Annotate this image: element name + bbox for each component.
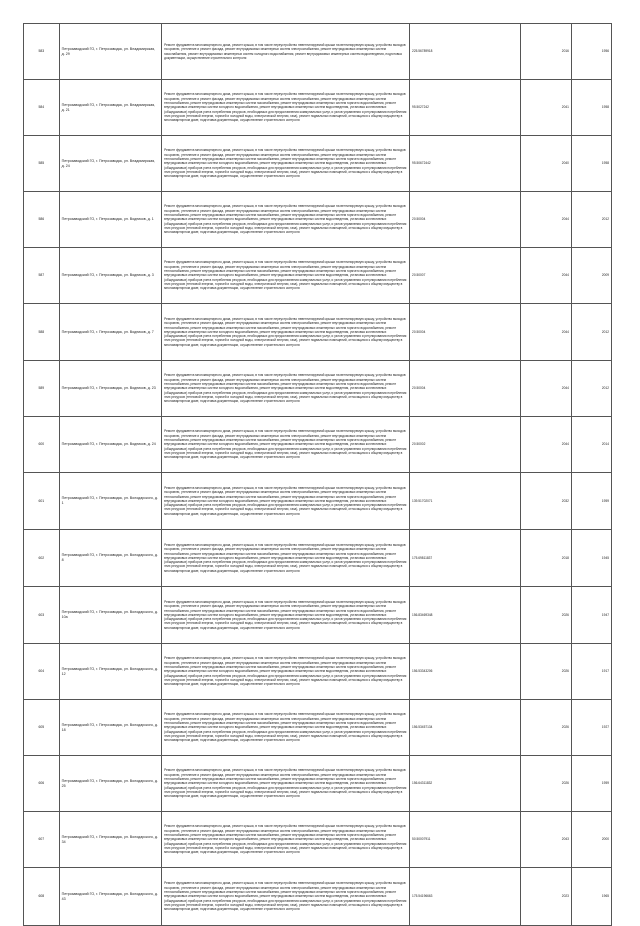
cost-cell: 20.50004	[410, 192, 521, 248]
works-description-cell: Ремонт фундамента многоквартирного дома, ремонт крыши, в том числе переустройство невентилируемой крыши на вентилируемую крышу, устройство выходов на кровлю, утепление и ремонт фасада, ремонт внутридомовых инженерных систем электроснабжения, ремонт внутридомовых инженерных систем теплоснабжения, ремонт внутридомовых инженерных систем газоснабжения, ремонт внутридомовых инженерных систем горячего водоснабжения, ремонт внутридомовых инженерных систем холодного водоснабжения, ремонт внутридомовых инженерных систем водоотведения, установка коллективных (общедомовых) приборов учета потребления ресурсов, необходимых для предоставления коммунальных услуг, и узлов управления и регулирования потребления этих ресурсов (тепловой энергии, горячей и холодной воды, электрической энергии, газа), ремонт подвальных помещений, относящихся к общему имуществу в многоквартирном доме, подготовка документации, осуществление строительного контроля	[162, 868, 410, 926]
address-cell: Петрозаводский ГО, г. Петрозаводск, ул. Володарского, д. 1	[59, 473, 161, 530]
cost-cell: 175.69811837	[410, 530, 521, 587]
works-description-cell: Ремонт фундамента многоквартирного дома, ремонт крыши, в том числе переустройство невентилируемой крыши на вентилируемую крышу, устройство выходов на кровлю, утепление и ремонт фасада, ремонт внутридомовых инженерных систем электроснабжения, ремонт внутридомовых инженерных систем теплоснабжения, ремонт внутридомовых инженерных систем газоснабжения, ремонт внутридомовых инженерных систем горячего водоснабжения, ремонт внутридомовых инженерных систем холодного водоснабжения, ремонт внутридомовых инженерных систем водоотведения, установка коллективных (общедомовых) приборов учета потребления ресурсов, необходимых для предоставления коммунальных услуг, и узлов управления и регулирования потребления этих ресурсов (тепловой энергии, горячей и холодной воды, электрической энергии, газа), ремонт подвальных помещений, относящихся к общему имуществу в многоквартирном доме, подготовка документации, осуществление строительного контроля	[162, 473, 410, 530]
works-description-cell: Ремонт фундамента многоквартирного дома, ремонт крыши, в том числе переустройство невентилируемой крыши на вентилируемую крышу, устройство выходов на кровлю, утепление и ремонт фасада, ремонт внутридомовых инженерных систем электроснабжения, ремонт внутридомовых инженерных систем теплоснабжения, ремонт внутридомовых инженерных систем газоснабжения, ремонт внутридомовых инженерных систем горячего водоснабжения, ремонт внутридомовых инженерных систем холодного водоснабжения, ремонт внутридомовых инженерных систем водоотведения, установка коллективных (общедомовых) приборов учета потребления ресурсов, необходимых для предоставления коммунальных услуг, и узлов управления и регулирования потребления этих ресурсов (тепловой энергии, горячей и холодной воды, электрической энергии, газа), ремонт подвальных помещений, относящихся к общему имуществу в многоквартирном доме, подготовка документации, осуществление строительного контроля	[162, 136, 410, 192]
address-cell: Петрозаводский ГО, г. Петрозаводск, ул. Володарского, д. 34	[59, 812, 161, 868]
address-cell: Петрозаводский ГО, г. Петрозаводск, ул. Владимирская, д. 24	[59, 136, 161, 192]
address-cell: Петрозаводский ГО, г. Петрозаводск, ул. Владимирская, д. 29	[59, 24, 161, 80]
table-body	[24, 24, 612, 926]
row-number-cell: 601	[24, 473, 60, 530]
address-cell: Петрозаводский ГО, г. Петрозаводск, ул. Владимирская, д. 21	[59, 80, 161, 136]
row-number-cell: 584	[24, 80, 60, 136]
table-row	[24, 812, 612, 868]
address-cell: Петрозаводский ГО, г. Петрозаводск, ул. Водников, д. 23	[59, 361, 161, 417]
row-number-cell: 583	[24, 24, 60, 80]
row-number-cell: 600	[24, 417, 60, 473]
table-row	[24, 587, 612, 644]
area-cell: 2026	[521, 756, 571, 812]
row-number-cell: 587	[24, 248, 60, 304]
year-cell: 1958	[571, 80, 611, 136]
works-description-cell: Ремонт фундамента многоквартирного дома, ремонт крыши, в том числе переустройство невентилируемой крыши на вентилируемую крышу, устройство выходов на кровлю, утепление и ремонт фасада, ремонт внутридомовых инженерных систем электроснабжения, ремонт внутридомовых инженерных систем теплоснабжения, ремонт внутридомовых инженерных систем газоснабжения, ремонт внутридомовых инженерных систем горячего водоснабжения, ремонт внутридомовых инженерных систем холодного водоснабжения, ремонт внутридомовых инженерных систем водоотведения, установка коллективных (общедомовых) приборов учета потребления ресурсов, необходимых для предоставления коммунальных услуг, и узлов управления и регулирования потребления этих ресурсов (тепловой энергии, горячей и холодной воды, электрической энергии, газа), ремонт подвальных помещений, относящихся к общему имуществу в многоквартирном доме, подготовка документации, осуществление строительного контроля	[162, 644, 410, 700]
year-cell: 1959	[571, 756, 611, 812]
address-cell: Петрозаводский ГО, г. Петрозаводск, ул. Водников, д. 3	[59, 248, 161, 304]
table-row	[24, 80, 612, 136]
address-cell: Петрозаводский ГО, г. Петрозаводск, ул. Володарского, д. 12	[59, 644, 161, 700]
cost-cell: 225.56789918	[410, 24, 521, 80]
works-description-cell: Ремонт фундамента многоквартирного дома, ремонт крыши, в том числе переустройство невентилируемой крыши на вентилируемую крышу, устройство выходов на кровлю, утепление и ремонт фасада, ремонт внутридомовых инженерных систем электроснабжения, ремонт внутридомовых инженерных систем теплоснабжения, ремонт внутридомовых инженерных систем газоснабжения, ремонт внутридомовых инженерных систем горячего водоснабжения, ремонт внутридомовых инженерных систем холодного водоснабжения, ремонт внутридомовых инженерных систем водоотведения, установка коллективных (общедомовых) приборов учета потребления ресурсов, необходимых для предоставления коммунальных услуг, и узлов управления и регулирования потребления этих ресурсов (тепловой энергии, горячей и холодной воды, электрической энергии, газа), ремонт подвальных помещений, относящихся к общему имуществу в многоквартирном доме, подготовка документации, осуществление строительного контроля	[162, 304, 410, 361]
area-cell: 2032	[521, 473, 571, 530]
cost-cell: 20.50002	[410, 417, 521, 473]
table-row	[24, 700, 612, 756]
row-number-cell: 604	[24, 644, 60, 700]
area-cell: 2026	[521, 644, 571, 700]
works-description-cell: Ремонт фундамента многоквартирного дома, ремонт крыши, в том числе переустройство невентилируемой крыши на вентилируемую крышу, устройство выходов на кровлю, утепление и ремонт фасада, ремонт внутридомовых инженерных систем электроснабжения, ремонт внутридомовых инженерных систем теплоснабжения, ремонт внутридомовых инженерных систем газоснабжения, ремонт внутридомовых инженерных систем горячего водоснабжения, ремонт внутридомовых инженерных систем холодного водоснабжения, ремонт внутридомовых инженерных систем водоотведения, установка коллективных (общедомовых) приборов учета потребления ресурсов, необходимых для предоставления коммунальных услуг, и узлов управления и регулирования потребления этих ресурсов (тепловой энергии, горячей и холодной воды, электрической энергии, газа), ремонт подвальных помещений, относящихся к общему имуществу в многоквартирном доме, подготовка документации, осуществление строительного контроля	[162, 756, 410, 812]
area-cell: 2044	[521, 192, 571, 248]
cost-cell: 156.83469348	[410, 587, 521, 644]
works-description-cell: Ремонт фундамента многоквартирного дома, ремонт крыши, в том числе переустройство невентилируемой крыши на вентилируемую крышу, устройство выходов на кровлю, утепление и ремонт фасада, ремонт внутридомовых инженерных систем электроснабжения, ремонт внутридомовых инженерных систем теплоснабжения, ремонт внутридомовых инженерных систем газоснабжения, ремонт внутридомовых инженерных систем горячего водоснабжения, ремонт внутридомовых инженерных систем холодного водоснабжения, ремонт внутридомовых инженерных систем водоотведения, установка коллективных (общедомовых) приборов учета потребления ресурсов, необходимых для предоставления коммунальных услуг, и узлов управления и регулирования потребления этих ресурсов (тепловой энергии, горячей и холодной воды, электрической энергии, газа), ремонт подвальных помещений, относящихся к общему имуществу в многоквартирном доме, подготовка документации, осуществление строительного контроля	[162, 80, 410, 136]
cost-cell: 139.51702071	[410, 473, 521, 530]
cost-cell: 20.50007	[410, 248, 521, 304]
year-cell: 1927	[571, 700, 611, 756]
year-cell: 2012	[571, 192, 611, 248]
works-description-cell: Ремонт фундамента многоквартирного дома, ремонт крыши, в том числе переустройство невентилируемой крыши на вентилируемую крышу, устройство выходов на кровлю, утепление и ремонт фасада, ремонт внутридомовых инженерных систем электроснабжения, ремонт внутридомовых инженерных систем газоснабжения, ремонт внутридомовых инженерных систем холодного водоснабжения, ремонт внутридомовых инженерных систем водоотведения, подготовка документации, осуществление строительного контроля	[162, 24, 410, 80]
year-cell: 2014	[571, 417, 611, 473]
table-row	[24, 24, 612, 80]
address-cell: Петрозаводский ГО, г. Петрозаводск, ул. Володарского, д. 25	[59, 756, 161, 812]
year-cell: 2009	[571, 248, 611, 304]
row-number-cell: 606	[24, 756, 60, 812]
area-cell: 2023	[521, 868, 571, 926]
row-number-cell: 605	[24, 700, 60, 756]
row-number-cell: 588	[24, 304, 60, 361]
address-cell: Петрозаводский ГО, г. Петрозаводск, ул. Володарского, д. 43	[59, 868, 161, 926]
area-cell: 2026	[521, 587, 571, 644]
address-cell: Петрозаводский ГО, г. Петрозаводск, ул. Водников, д. 7	[59, 304, 161, 361]
table-row	[24, 248, 612, 304]
year-cell: 1945	[571, 530, 611, 587]
row-number-cell: 586	[24, 192, 60, 248]
table-row	[24, 473, 612, 530]
works-description-cell: Ремонт фундамента многоквартирного дома, ремонт крыши, в том числе переустройство невентилируемой крыши на вентилируемую крышу, устройство выходов на кровлю, утепление и ремонт фасада, ремонт внутридомовых инженерных систем электроснабжения, ремонт внутридомовых инженерных систем теплоснабжения, ремонт внутридомовых инженерных систем газоснабжения, ремонт внутридомовых инженерных систем горячего водоснабжения, ремонт внутридомовых инженерных систем холодного водоснабжения, ремонт внутридомовых инженерных систем водоотведения, установка коллективных (общедомовых) приборов учета потребления ресурсов, необходимых для предоставления коммунальных услуг, и узлов управления и регулирования потребления этих ресурсов (тепловой энергии, горячей и холодной воды, электрической энергии, газа), ремонт подвальных помещений, относящихся к общему имуществу в многоквартирном доме, подготовка документации, осуществление строительного контроля	[162, 417, 410, 473]
table-row	[24, 644, 612, 700]
table-row	[24, 868, 612, 926]
year-cell: 2012	[571, 361, 611, 417]
area-cell: 2044	[521, 361, 571, 417]
row-number-cell: 608	[24, 868, 60, 926]
year-cell: 1947	[571, 587, 611, 644]
area-cell: 2026	[521, 700, 571, 756]
capital-repair-table	[23, 23, 612, 926]
works-description-cell: Ремонт фундамента многоквартирного дома, ремонт крыши, в том числе переустройство невентилируемой крыши на вентилируемую крышу, устройство выходов на кровлю, утепление и ремонт фасада, ремонт внутридомовых инженерных систем электроснабжения, ремонт внутридомовых инженерных систем теплоснабжения, ремонт внутридомовых инженерных систем газоснабжения, ремонт внутридомовых инженерных систем горячего водоснабжения, ремонт внутридомовых инженерных систем холодного водоснабжения, ремонт внутридомовых инженерных систем водоотведения, установка коллективных (общедомовых) приборов учета потребления ресурсов, необходимых для предоставления коммунальных услуг, и узлов управления и регулирования потребления этих ресурсов (тепловой энергии, горячей и холодной воды, электрической энергии, газа), ремонт подвальных помещений, относящихся к общему имуществу в многоквартирном доме, подготовка документации, осуществление строительного контроля	[162, 192, 410, 248]
table-row	[24, 530, 612, 587]
area-cell: 2043	[521, 812, 571, 868]
works-description-cell: Ремонт фундамента многоквартирного дома, ремонт крыши, в том числе переустройство невентилируемой крыши на вентилируемую крышу, устройство выходов на кровлю, утепление и ремонт фасада, ремонт внутридомовых инженерных систем электроснабжения, ремонт внутридомовых инженерных систем теплоснабжения, ремонт внутридомовых инженерных систем газоснабжения, ремонт внутридомовых инженерных систем горячего водоснабжения, ремонт внутридомовых инженерных систем холодного водоснабжения, ремонт внутридомовых инженерных систем водоотведения, установка коллективных (общедомовых) приборов учета потребления ресурсов, необходимых для предоставления коммунальных услуг, и узлов управления и регулирования потребления этих ресурсов (тепловой энергии, горячей и холодной воды, электрической энергии, газа), ремонт подвальных помещений, относящихся к общему имуществу в многоквартирном доме, подготовка документации, осуществление строительного контроля	[162, 700, 410, 756]
cost-cell: 20.50004	[410, 361, 521, 417]
year-cell: 1965	[571, 868, 611, 926]
year-cell: 1959	[571, 473, 611, 530]
cost-cell: 50.50007911	[410, 812, 521, 868]
address-cell: Петрозаводский ГО, г. Петрозаводск, ул. Володарского, д. 8	[59, 530, 161, 587]
cost-cell: 95.5027242	[410, 80, 521, 136]
cost-cell: 156.64311832	[410, 756, 521, 812]
area-cell: 2041	[521, 80, 571, 136]
area-cell: 2018	[521, 530, 571, 587]
document-page	[23, 23, 612, 926]
area-cell: 2044	[521, 417, 571, 473]
cost-cell: 175.54196663	[410, 868, 521, 926]
cost-cell: 95.50672442	[410, 136, 521, 192]
year-cell: 1917	[571, 644, 611, 700]
works-description-cell: Ремонт фундамента многоквартирного дома, ремонт крыши, в том числе переустройство невентилируемой крыши на вентилируемую крышу, устройство выходов на кровлю, утепление и ремонт фасада, ремонт внутридомовых инженерных систем электроснабжения, ремонт внутридомовых инженерных систем теплоснабжения, ремонт внутридомовых инженерных систем газоснабжения, ремонт внутридомовых инженерных систем горячего водоснабжения, ремонт внутридомовых инженерных систем холодного водоснабжения, ремонт внутридомовых инженерных систем водоотведения, установка коллективных (общедомовых) приборов учета потребления ресурсов, необходимых для предоставления коммунальных услуг, и узлов управления и регулирования потребления этих ресурсов (тепловой энергии, горячей и холодной воды, электрической энергии, газа), ремонт подвальных помещений, относящихся к общему имуществу в многоквартирном доме, подготовка документации, осуществление строительного контроля	[162, 248, 410, 304]
works-description-cell: Ремонт фундамента многоквартирного дома, ремонт крыши, в том числе переустройство невентилируемой крыши на вентилируемую крышу, устройство выходов на кровлю, утепление и ремонт фасада, ремонт внутридомовых инженерных систем электроснабжения, ремонт внутридомовых инженерных систем теплоснабжения, ремонт внутридомовых инженерных систем газоснабжения, ремонт внутридомовых инженерных систем горячего водоснабжения, ремонт внутридомовых инженерных систем холодного водоснабжения, ремонт внутридомовых инженерных систем водоотведения, установка коллективных (общедомовых) приборов учета потребления ресурсов, необходимых для предоставления коммунальных услуг, и узлов управления и регулирования потребления этих ресурсов (тепловой энергии, горячей и холодной воды, электрической энергии, газа), ремонт подвальных помещений, относящихся к общему имуществу в многоквартирном доме, подготовка документации, осуществление строительного контроля	[162, 812, 410, 868]
table-row	[24, 756, 612, 812]
row-number-cell: 603	[24, 587, 60, 644]
year-cell: 1958	[571, 136, 611, 192]
area-cell: 2040	[521, 136, 571, 192]
year-cell: 2000	[571, 812, 611, 868]
year-cell: 1956	[571, 24, 611, 80]
row-number-cell: 607	[24, 812, 60, 868]
cost-cell: 20.50004	[410, 304, 521, 361]
area-cell: 2044	[521, 304, 571, 361]
address-cell: Петрозаводский ГО, г. Петрозаводск, ул. Водников, д. 24	[59, 417, 161, 473]
table-row	[24, 417, 612, 473]
table-row	[24, 192, 612, 248]
area-cell: 2044	[521, 248, 571, 304]
table-row	[24, 361, 612, 417]
address-cell: Петрозаводский ГО, г. Петрозаводск, ул. Володарского, д. 18	[59, 700, 161, 756]
cost-cell: 156.53343206	[410, 644, 521, 700]
works-description-cell: Ремонт фундамента многоквартирного дома, ремонт крыши, в том числе переустройство невентилируемой крыши на вентилируемую крышу, устройство выходов на кровлю, утепление и ремонт фасада, ремонт внутридомовых инженерных систем электроснабжения, ремонт внутридомовых инженерных систем теплоснабжения, ремонт внутридомовых инженерных систем газоснабжения, ремонт внутридомовых инженерных систем горячего водоснабжения, ремонт внутридомовых инженерных систем холодного водоснабжения, ремонт внутридомовых инженерных систем водоотведения, установка коллективных (общедомовых) приборов учета потребления ресурсов, необходимых для предоставления коммунальных услуг, и узлов управления и регулирования потребления этих ресурсов (тепловой энергии, горячей и холодной воды, электрической энергии, газа), ремонт подвальных помещений, относящихся к общему имуществу в многоквартирном доме, подготовка документации, осуществление строительного контроля	[162, 361, 410, 417]
address-cell: Петрозаводский ГО, г. Петрозаводск, ул. Водников, д. 1	[59, 192, 161, 248]
table-row	[24, 304, 612, 361]
area-cell: 2016	[521, 24, 571, 80]
works-description-cell: Ремонт фундамента многоквартирного дома, ремонт крыши, в том числе переустройство невентилируемой крыши на вентилируемую крышу, устройство выходов на кровлю, утепление и ремонт фасада, ремонт внутридомовых инженерных систем электроснабжения, ремонт внутридомовых инженерных систем теплоснабжения, ремонт внутридомовых инженерных систем газоснабжения, ремонт внутридомовых инженерных систем горячего водоснабжения, ремонт внутридомовых инженерных систем холодного водоснабжения, ремонт внутридомовых инженерных систем водоотведения, установка коллективных (общедомовых) приборов учета потребления ресурсов, необходимых для предоставления коммунальных услуг, и узлов управления и регулирования потребления этих ресурсов (тепловой энергии, горячей и холодной воды, электрической энергии, газа), ремонт подвальных помещений, относящихся к общему имуществу в многоквартирном доме, подготовка документации, осуществление строительного контроля	[162, 587, 410, 644]
row-number-cell: 602	[24, 530, 60, 587]
address-cell: Петрозаводский ГО, г. Петрозаводск, ул. Володарского, д. 10а	[59, 587, 161, 644]
works-description-cell: Ремонт фундамента многоквартирного дома, ремонт крыши, в том числе переустройство невентилируемой крыши на вентилируемую крышу, устройство выходов на кровлю, утепление и ремонт фасада, ремонт внутридомовых инженерных систем электроснабжения, ремонт внутридомовых инженерных систем теплоснабжения, ремонт внутридомовых инженерных систем газоснабжения, ремонт внутридомовых инженерных систем горячего водоснабжения, ремонт внутридомовых инженерных систем холодного водоснабжения, ремонт внутридомовых инженерных систем водоотведения, установка коллективных (общедомовых) приборов учета потребления ресурсов, необходимых для предоставления коммунальных услуг, и узлов управления и регулирования потребления этих ресурсов (тепловой энергии, горячей и холодной воды, электрической энергии, газа), ремонт подвальных помещений, относящихся к общему имуществу в многоквартирном доме, подготовка документации, осуществление строительного контроля	[162, 530, 410, 587]
year-cell: 2012	[571, 304, 611, 361]
row-number-cell: 589	[24, 361, 60, 417]
row-number-cell: 585	[24, 136, 60, 192]
cost-cell: 156.53457134	[410, 700, 521, 756]
table-row	[24, 136, 612, 192]
